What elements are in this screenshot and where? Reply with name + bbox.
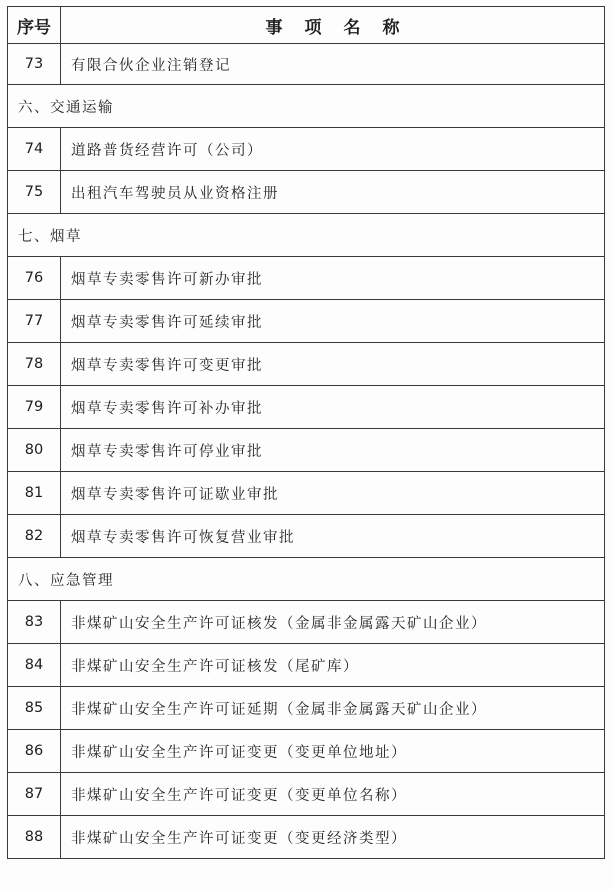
row-number: 85	[8, 687, 61, 730]
row-number: 86	[8, 730, 61, 773]
table-row	[8, 515, 605, 558]
header-item-name: 事项名称	[61, 7, 605, 44]
row-number: 73	[8, 44, 61, 85]
row-number: 75	[8, 171, 61, 214]
section-title: 八、应急管理	[8, 558, 605, 601]
row-item-name: 道路普货经营许可（公司）	[61, 128, 605, 171]
row-number: 77	[8, 300, 61, 343]
row-item-name: 非煤矿山安全生产许可证变更（变更单位地址）	[61, 730, 605, 773]
row-item-name: 出租汽车驾驶员从业资格注册	[61, 171, 605, 214]
row-number: 76	[8, 257, 61, 300]
row-item-name: 非煤矿山安全生产许可证变更（变更单位名称）	[61, 773, 605, 816]
table-row	[8, 816, 605, 859]
section-title: 六、交通运输	[8, 85, 605, 128]
row-item-name: 烟草专卖零售许可停业审批	[61, 429, 605, 472]
row-item-name: 非煤矿山安全生产许可证延期（金属非金属露天矿山企业）	[61, 687, 605, 730]
row-number: 88	[8, 816, 61, 859]
row-item-name: 有限合伙企业注销登记	[61, 44, 605, 85]
row-item-name: 非煤矿山安全生产许可证核发（金属非金属露天矿山企业）	[61, 601, 605, 644]
row-item-name: 烟草专卖零售许可变更审批	[61, 343, 605, 386]
table-row	[8, 171, 605, 214]
row-item-name: 非煤矿山安全生产许可证变更（变更经济类型）	[61, 816, 605, 859]
table-row	[8, 601, 605, 644]
table-row	[8, 257, 605, 300]
row-number: 78	[8, 343, 61, 386]
row-number: 84	[8, 644, 61, 687]
table-row	[8, 386, 605, 429]
items-table	[7, 6, 605, 859]
section-row	[8, 558, 605, 601]
row-item-name: 非煤矿山安全生产许可证核发（尾矿库）	[61, 644, 605, 687]
section-row	[8, 214, 605, 257]
row-number: 80	[8, 429, 61, 472]
table-row	[8, 128, 605, 171]
row-number: 83	[8, 601, 61, 644]
row-number: 74	[8, 128, 61, 171]
row-item-name: 烟草专卖零售许可补办审批	[61, 386, 605, 429]
row-number: 79	[8, 386, 61, 429]
table-row	[8, 644, 605, 687]
row-item-name: 烟草专卖零售许可证歇业审批	[61, 472, 605, 515]
row-item-name: 烟草专卖零售许可延续审批	[61, 300, 605, 343]
table-header	[8, 7, 605, 44]
row-item-name: 烟草专卖零售许可新办审批	[61, 257, 605, 300]
table-row	[8, 472, 605, 515]
table-row	[8, 429, 605, 472]
section-title: 七、烟草	[8, 214, 605, 257]
table-row	[8, 300, 605, 343]
table-row	[8, 730, 605, 773]
row-number: 82	[8, 515, 61, 558]
section-row	[8, 85, 605, 128]
table-row	[8, 44, 605, 85]
table-row	[8, 687, 605, 730]
table-row	[8, 773, 605, 816]
table-row	[8, 343, 605, 386]
row-number: 87	[8, 773, 61, 816]
row-number: 81	[8, 472, 61, 515]
header-serial-number: 序号	[8, 7, 61, 44]
row-item-name: 烟草专卖零售许可恢复营业审批	[61, 515, 605, 558]
